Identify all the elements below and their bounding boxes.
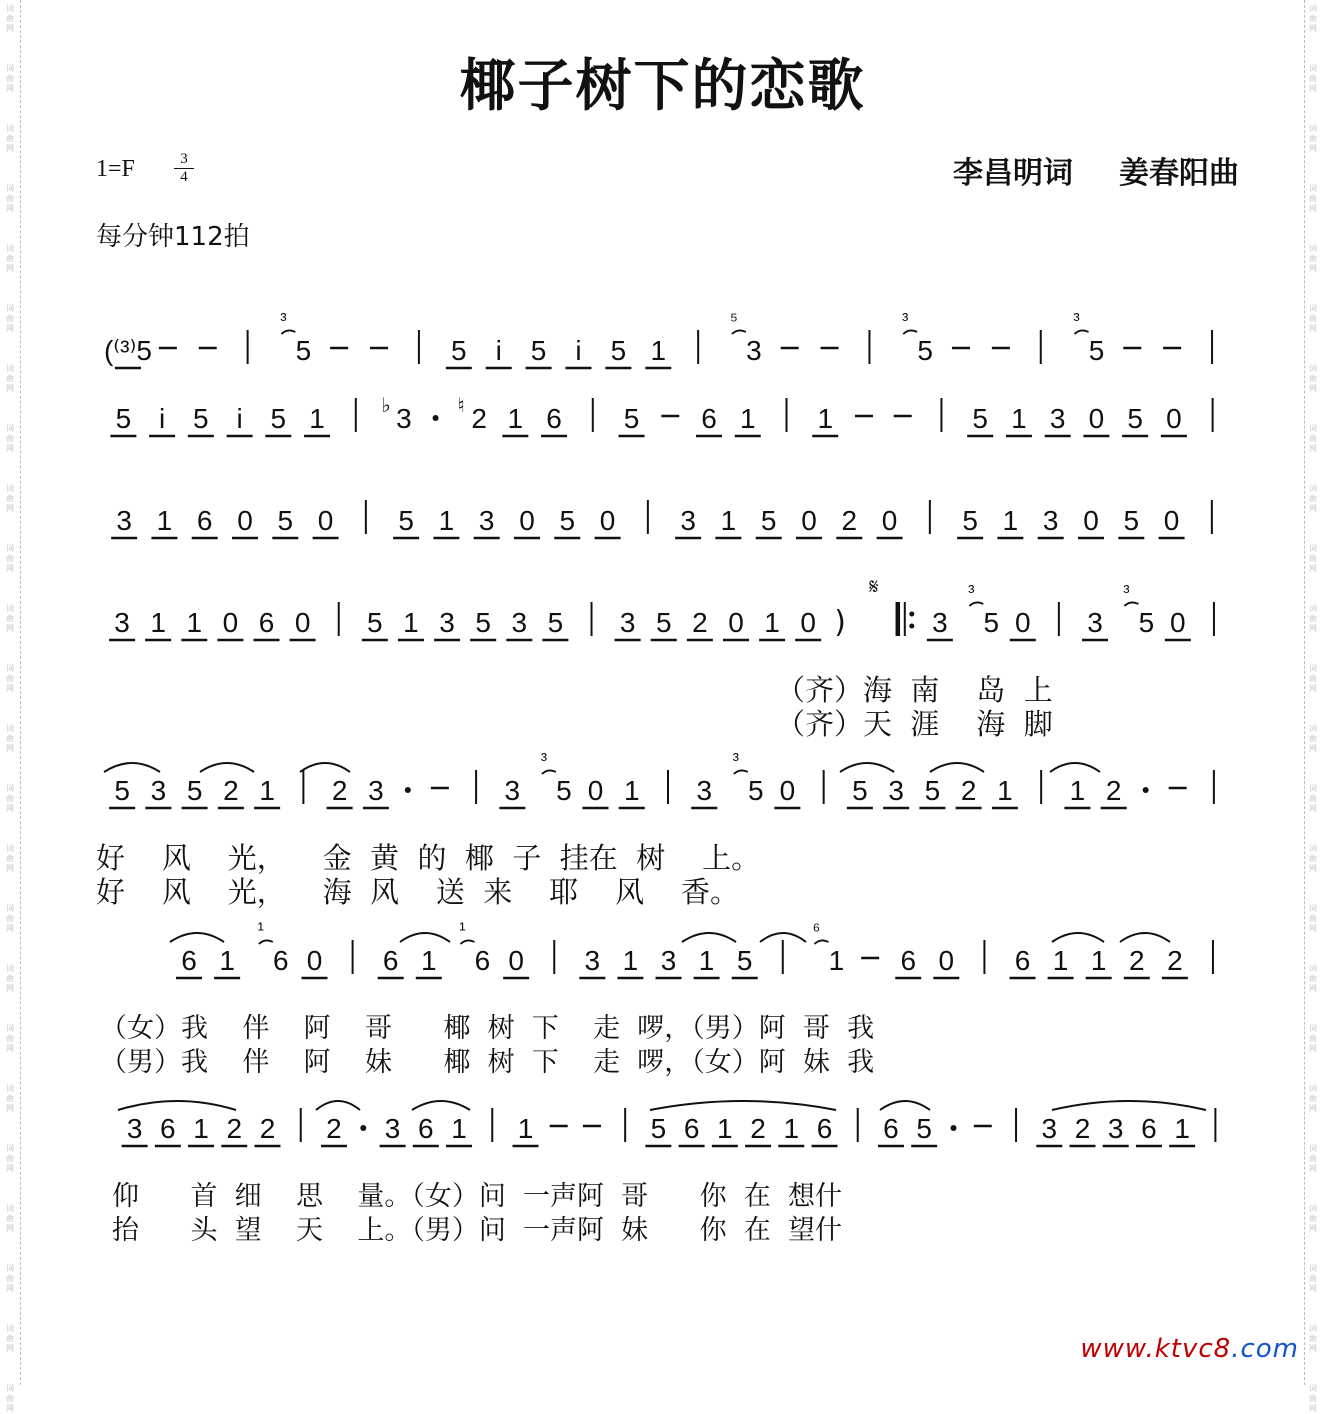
note: 6 bbox=[273, 945, 289, 976]
note: 5 bbox=[270, 403, 287, 434]
note: 3 bbox=[384, 1113, 401, 1144]
note: 5 bbox=[451, 335, 467, 366]
note: 5 bbox=[115, 403, 132, 434]
note: 1 bbox=[259, 775, 275, 806]
edge-watermark-text: 词 曲 网 bbox=[1309, 1084, 1317, 1113]
edge-watermark-text: 词 曲 网 bbox=[6, 244, 14, 273]
note: 1 bbox=[783, 1113, 800, 1144]
note: 0 bbox=[294, 607, 311, 638]
note: 6 bbox=[258, 607, 275, 638]
edge-watermark-text: 词 曲 网 bbox=[6, 4, 14, 33]
edge-watermark-text: 词 曲 网 bbox=[1309, 1204, 1317, 1233]
slur bbox=[1050, 763, 1100, 772]
note: 5 bbox=[114, 775, 130, 806]
website-watermark: www.ktvc8.com bbox=[1080, 1334, 1299, 1364]
note: 2 bbox=[1128, 945, 1145, 976]
slur bbox=[930, 763, 984, 772]
edge-watermark-text: 词 曲 网 bbox=[1309, 1264, 1317, 1293]
note: 6 bbox=[1141, 1113, 1157, 1144]
note: 3 bbox=[126, 1113, 143, 1144]
note: 2 bbox=[1167, 945, 1183, 976]
note: 5 bbox=[556, 775, 572, 806]
note: 0 bbox=[938, 945, 955, 976]
note: 0 bbox=[237, 505, 253, 536]
note: 3 bbox=[1042, 505, 1059, 536]
edge-watermark-text: 词 曲 网 bbox=[6, 1384, 14, 1413]
augmentation-dot bbox=[951, 1125, 957, 1131]
time-signature-top: 3 bbox=[180, 151, 188, 167]
parenthesis: ) bbox=[834, 605, 846, 640]
grace-note: ⁵ bbox=[729, 310, 738, 331]
note: 1 bbox=[1052, 945, 1069, 976]
note: 0 bbox=[599, 505, 616, 536]
note: 5 bbox=[367, 607, 383, 638]
note: 5 bbox=[1088, 335, 1105, 366]
note: 6 bbox=[418, 1113, 434, 1144]
note: 5 bbox=[916, 1113, 932, 1144]
edge-watermark-text: 词 曲 网 bbox=[6, 424, 14, 453]
note: 5 bbox=[559, 505, 576, 536]
grace-note: ¹ bbox=[257, 920, 264, 941]
edge-watermark-text: 词 曲 网 bbox=[1309, 184, 1317, 213]
edge-watermark-text: 词 曲 网 bbox=[1309, 964, 1317, 993]
note: 2 bbox=[471, 403, 487, 434]
grace-note: ³ bbox=[1073, 310, 1080, 331]
edge-watermark-text: 词 曲 网 bbox=[1309, 124, 1317, 153]
slur bbox=[200, 763, 254, 772]
note: 3 bbox=[888, 775, 904, 806]
note: 0 bbox=[801, 505, 817, 536]
edge-watermark-text: 词 曲 网 bbox=[6, 484, 14, 513]
note: 5 bbox=[962, 505, 978, 536]
edge-watermark-text: 词 曲 网 bbox=[1309, 844, 1317, 873]
lyrics-line-1-verse-1: （齐）海 南 岛 上 bbox=[776, 673, 1053, 707]
edge-watermark-text: 词 曲 网 bbox=[1309, 484, 1317, 513]
grace-note: ³ bbox=[1123, 582, 1130, 603]
grace-note: ³ bbox=[540, 750, 548, 771]
edge-watermark-text: 词 曲 网 bbox=[1309, 64, 1317, 93]
note: 5 bbox=[650, 1113, 667, 1144]
note: 1 bbox=[817, 403, 834, 434]
note: i bbox=[495, 335, 502, 366]
note: 6 bbox=[816, 1113, 833, 1144]
edge-watermark-text: 词 曲 网 bbox=[6, 1204, 14, 1233]
lyrics-line-2-verse-1: 好 风 光， 金 黄 的 椰 子 挂在 树 上。 bbox=[96, 841, 761, 875]
repeat-dot bbox=[909, 612, 914, 617]
note: 1 bbox=[186, 607, 203, 638]
note: 5 bbox=[852, 775, 868, 806]
slur bbox=[1120, 933, 1170, 942]
note: 5 bbox=[295, 335, 312, 366]
note: 1 bbox=[156, 505, 173, 536]
edge-watermark-text: 词 曲 网 bbox=[1309, 724, 1317, 753]
note: 0 bbox=[779, 775, 796, 806]
slur bbox=[1052, 1101, 1206, 1110]
lyrics-line-4-verse-2: 抬 头 望 天 上。（男）问 一声阿 妹 你 在 望什 bbox=[112, 1215, 842, 1246]
flat-icon: ♭ bbox=[381, 393, 391, 417]
slur bbox=[118, 1101, 236, 1110]
repeat-dot bbox=[909, 624, 914, 629]
grace-note: ³ bbox=[280, 310, 287, 331]
edge-watermark-text: 词 曲 网 bbox=[6, 964, 14, 993]
slur bbox=[300, 763, 350, 772]
note: 3 bbox=[1041, 1113, 1058, 1144]
note: 1 bbox=[1090, 945, 1107, 976]
tempo-marking: 每分钟112拍 bbox=[96, 222, 250, 252]
edge-watermark-text: 词 曲 网 bbox=[6, 1264, 14, 1293]
note: 3 bbox=[150, 775, 167, 806]
edge-watermark-text: 词 曲 网 bbox=[6, 544, 14, 573]
note: 5 bbox=[736, 945, 753, 976]
note: 0 bbox=[1163, 505, 1180, 536]
note: 6 bbox=[883, 1113, 899, 1144]
edge-watermark-text: 词 曲 网 bbox=[1309, 304, 1317, 333]
edge-watermark-text: 词 曲 网 bbox=[1309, 904, 1317, 933]
note: 2 bbox=[226, 1113, 243, 1144]
note: 1 bbox=[150, 607, 166, 638]
note: 1 bbox=[309, 403, 325, 434]
edge-watermark-text: 词 曲 网 bbox=[1309, 4, 1317, 33]
edge-watermark-text: 词 曲 网 bbox=[1309, 544, 1317, 573]
slur bbox=[400, 933, 450, 942]
note: 1 bbox=[403, 607, 419, 638]
note: 5 bbox=[398, 505, 414, 536]
note: 0 bbox=[1088, 403, 1105, 434]
note: 0 bbox=[587, 775, 604, 806]
note: 3 bbox=[439, 607, 455, 638]
note: 2 bbox=[259, 1113, 276, 1144]
note: 0 bbox=[881, 505, 898, 536]
song-title: 椰子树下的恋歌 bbox=[459, 54, 866, 119]
note: 1 bbox=[828, 945, 845, 976]
slur bbox=[682, 933, 736, 942]
note: 0 bbox=[1170, 607, 1186, 638]
note: 5 bbox=[610, 335, 627, 366]
slur bbox=[840, 763, 894, 772]
note: 0 bbox=[306, 945, 323, 976]
note: i bbox=[236, 403, 243, 434]
note: 0 bbox=[222, 607, 239, 638]
lyrics-line-2-verse-2: 好 风 光， 海 风 送 来 耶 风 香。 bbox=[96, 875, 739, 909]
natural-icon: ♮ bbox=[457, 393, 465, 417]
note: 0 bbox=[317, 505, 334, 536]
note: 3 bbox=[396, 403, 412, 434]
note: 1 bbox=[1011, 403, 1027, 434]
note: 3 bbox=[680, 505, 696, 536]
segno-icon: 𝄋 bbox=[869, 575, 879, 600]
note: 0 bbox=[1083, 505, 1099, 536]
edge-watermark-text: 词 曲 网 bbox=[1309, 1324, 1317, 1353]
note: 2 bbox=[1074, 1113, 1091, 1144]
edge-watermark-text: 词 曲 网 bbox=[1309, 664, 1317, 693]
grace-note: ³ bbox=[968, 582, 975, 603]
note: 2 bbox=[331, 775, 348, 806]
note: 6 bbox=[160, 1113, 176, 1144]
note: 5 bbox=[277, 505, 294, 536]
note: 1 bbox=[438, 505, 455, 536]
note: 2 bbox=[750, 1113, 766, 1144]
note: 1 bbox=[997, 775, 1013, 806]
note: 1 bbox=[623, 775, 640, 806]
edge-watermark-text: 词 曲 网 bbox=[1309, 784, 1317, 813]
lyricist-credit: 李昌明词 bbox=[953, 156, 1073, 191]
note: 5 bbox=[530, 335, 547, 366]
note: 6 bbox=[474, 945, 491, 976]
edge-watermark-text: 词 曲 网 bbox=[6, 304, 14, 333]
note: 5 bbox=[193, 403, 209, 434]
slur bbox=[412, 1101, 470, 1110]
note: 6 bbox=[900, 945, 917, 976]
note: 3 bbox=[1049, 403, 1066, 434]
grace-note: ¹ bbox=[459, 920, 466, 941]
note: 5 bbox=[655, 607, 672, 638]
note: 0 bbox=[519, 505, 535, 536]
slur bbox=[104, 763, 160, 772]
note: 3 bbox=[116, 505, 132, 536]
edge-watermark-text: 词 曲 网 bbox=[6, 844, 14, 873]
note: 5 bbox=[972, 403, 988, 434]
composer-credit: 姜春阳曲 bbox=[1119, 156, 1239, 191]
note: 1 bbox=[650, 335, 667, 366]
note: (⁽³⁾5 bbox=[103, 335, 152, 366]
note: 1 bbox=[1069, 775, 1086, 806]
note: 3 bbox=[504, 775, 521, 806]
slur bbox=[880, 1101, 930, 1110]
note: 5 bbox=[547, 607, 564, 638]
note: 3 bbox=[1107, 1113, 1124, 1144]
slur bbox=[316, 1101, 360, 1110]
note: 3 bbox=[1087, 607, 1103, 638]
note: 6 bbox=[701, 403, 717, 434]
grace-note: ³ bbox=[732, 750, 739, 771]
time-signature-bottom: 4 bbox=[180, 169, 188, 185]
lyrics-line-1-verse-2: （齐）天 涯 海 脚 bbox=[776, 707, 1053, 741]
note: 0 bbox=[1014, 607, 1031, 638]
note: 5 bbox=[1127, 403, 1143, 434]
edge-watermark-text: 词 曲 网 bbox=[1309, 604, 1317, 633]
note: 5 bbox=[623, 403, 640, 434]
note: 5 bbox=[186, 775, 203, 806]
edge-watermark-text: 词 曲 网 bbox=[6, 604, 14, 633]
note: 1 bbox=[720, 505, 737, 536]
augmentation-dot bbox=[360, 1125, 366, 1131]
slur bbox=[1052, 933, 1104, 942]
note: 6 bbox=[683, 1113, 700, 1144]
note: 5 bbox=[917, 335, 934, 366]
note: 3 bbox=[368, 775, 384, 806]
lyrics-line-3-verse-2: （男）我 伴 阿 妹 椰 树 下 走 啰，（女）阿 妹 我 bbox=[100, 1047, 875, 1078]
note: 1 bbox=[717, 1113, 733, 1144]
note: 6 bbox=[196, 505, 213, 536]
edge-watermark-text: 词 曲 网 bbox=[1309, 244, 1317, 273]
note: 1 bbox=[517, 1113, 534, 1144]
note: 5 bbox=[983, 607, 1000, 638]
key-signature: 1=F bbox=[96, 156, 135, 182]
slur bbox=[650, 1101, 836, 1110]
note: 2 bbox=[960, 775, 977, 806]
note: 1 bbox=[420, 945, 437, 976]
note: 2 bbox=[223, 775, 239, 806]
note: 0 bbox=[508, 945, 524, 976]
edge-watermark-text: 词 曲 网 bbox=[1309, 424, 1317, 453]
note: 1 bbox=[1174, 1113, 1190, 1144]
note: i bbox=[158, 403, 166, 434]
slur bbox=[170, 933, 224, 942]
note: 2 bbox=[326, 1113, 342, 1144]
edge-watermark-text: 词 曲 网 bbox=[1309, 1144, 1317, 1173]
note: 5 bbox=[1138, 607, 1155, 638]
note: 5 bbox=[475, 607, 491, 638]
edge-watermark-text: 词 曲 网 bbox=[6, 184, 14, 213]
note: 3 bbox=[584, 945, 601, 976]
augmentation-dot bbox=[1143, 787, 1149, 793]
augmentation-dot bbox=[433, 415, 439, 421]
note: 1 bbox=[739, 403, 756, 434]
note: 2 bbox=[1105, 775, 1122, 806]
note: 6 bbox=[1014, 945, 1031, 976]
lyrics-line-3-verse-1: （女）我 伴 阿 哥 椰 树 下 走 啰，（男）阿 哥 我 bbox=[100, 1013, 875, 1044]
note: 3 bbox=[619, 607, 636, 638]
note: 5 bbox=[760, 505, 777, 536]
grace-note: ⁶ bbox=[812, 920, 821, 941]
note: 2 bbox=[841, 505, 858, 536]
note: 3 bbox=[932, 607, 948, 638]
note: 3 bbox=[511, 607, 528, 638]
note: 1 bbox=[622, 945, 639, 976]
edge-watermark-text: 词 曲 网 bbox=[6, 724, 14, 753]
note: 3 bbox=[746, 335, 762, 366]
note: 3 bbox=[660, 945, 677, 976]
edge-watermark-text: 词 曲 网 bbox=[6, 124, 14, 153]
edge-watermark-text: 词 曲 网 bbox=[6, 904, 14, 933]
lyrics-line-4-verse-1: 仰 首 细 思 量。（女）问 一声阿 哥 你 在 想什 bbox=[112, 1181, 842, 1212]
note: 3 bbox=[478, 505, 495, 536]
note: 6 bbox=[382, 945, 399, 976]
note: 1 bbox=[219, 945, 235, 976]
note: 1 bbox=[193, 1113, 209, 1144]
note: 5 bbox=[748, 775, 764, 806]
note: 1 bbox=[507, 403, 524, 434]
note: 1 bbox=[451, 1113, 467, 1144]
note: 5 bbox=[1123, 505, 1140, 536]
note: 5 bbox=[924, 775, 941, 806]
note: 0 bbox=[1166, 403, 1182, 434]
note: 6 bbox=[181, 945, 197, 976]
note: 2 bbox=[692, 607, 708, 638]
edge-watermark-text: 词 曲 网 bbox=[6, 664, 14, 693]
edge-watermark-text: 词 曲 网 bbox=[6, 1024, 14, 1053]
edge-watermark-text: 词 曲 网 bbox=[1309, 1384, 1317, 1413]
edge-watermark-text: 词 曲 网 bbox=[6, 64, 14, 93]
edge-watermark-text: 词 曲 网 bbox=[6, 1144, 14, 1173]
note: i bbox=[575, 335, 582, 366]
note: 1 bbox=[698, 945, 715, 976]
grace-note: ³ bbox=[902, 310, 909, 331]
edge-watermark-text: 词 曲 网 bbox=[6, 784, 14, 813]
edge-watermark-text: 词 曲 网 bbox=[6, 1324, 14, 1353]
note: 6 bbox=[546, 403, 562, 434]
note: 0 bbox=[800, 607, 816, 638]
note: 0 bbox=[728, 607, 744, 638]
note: 3 bbox=[696, 775, 713, 806]
edge-watermark-text: 词 曲 网 bbox=[1309, 364, 1317, 393]
edge-watermark-text: 词 曲 网 bbox=[6, 1084, 14, 1113]
edge-watermark-text: 词 曲 网 bbox=[6, 364, 14, 393]
note: 3 bbox=[114, 607, 130, 638]
note: 1 bbox=[1002, 505, 1019, 536]
augmentation-dot bbox=[405, 787, 411, 793]
edge-watermark-text: 词 曲 网 bbox=[1309, 1024, 1317, 1053]
note: 1 bbox=[764, 607, 780, 638]
